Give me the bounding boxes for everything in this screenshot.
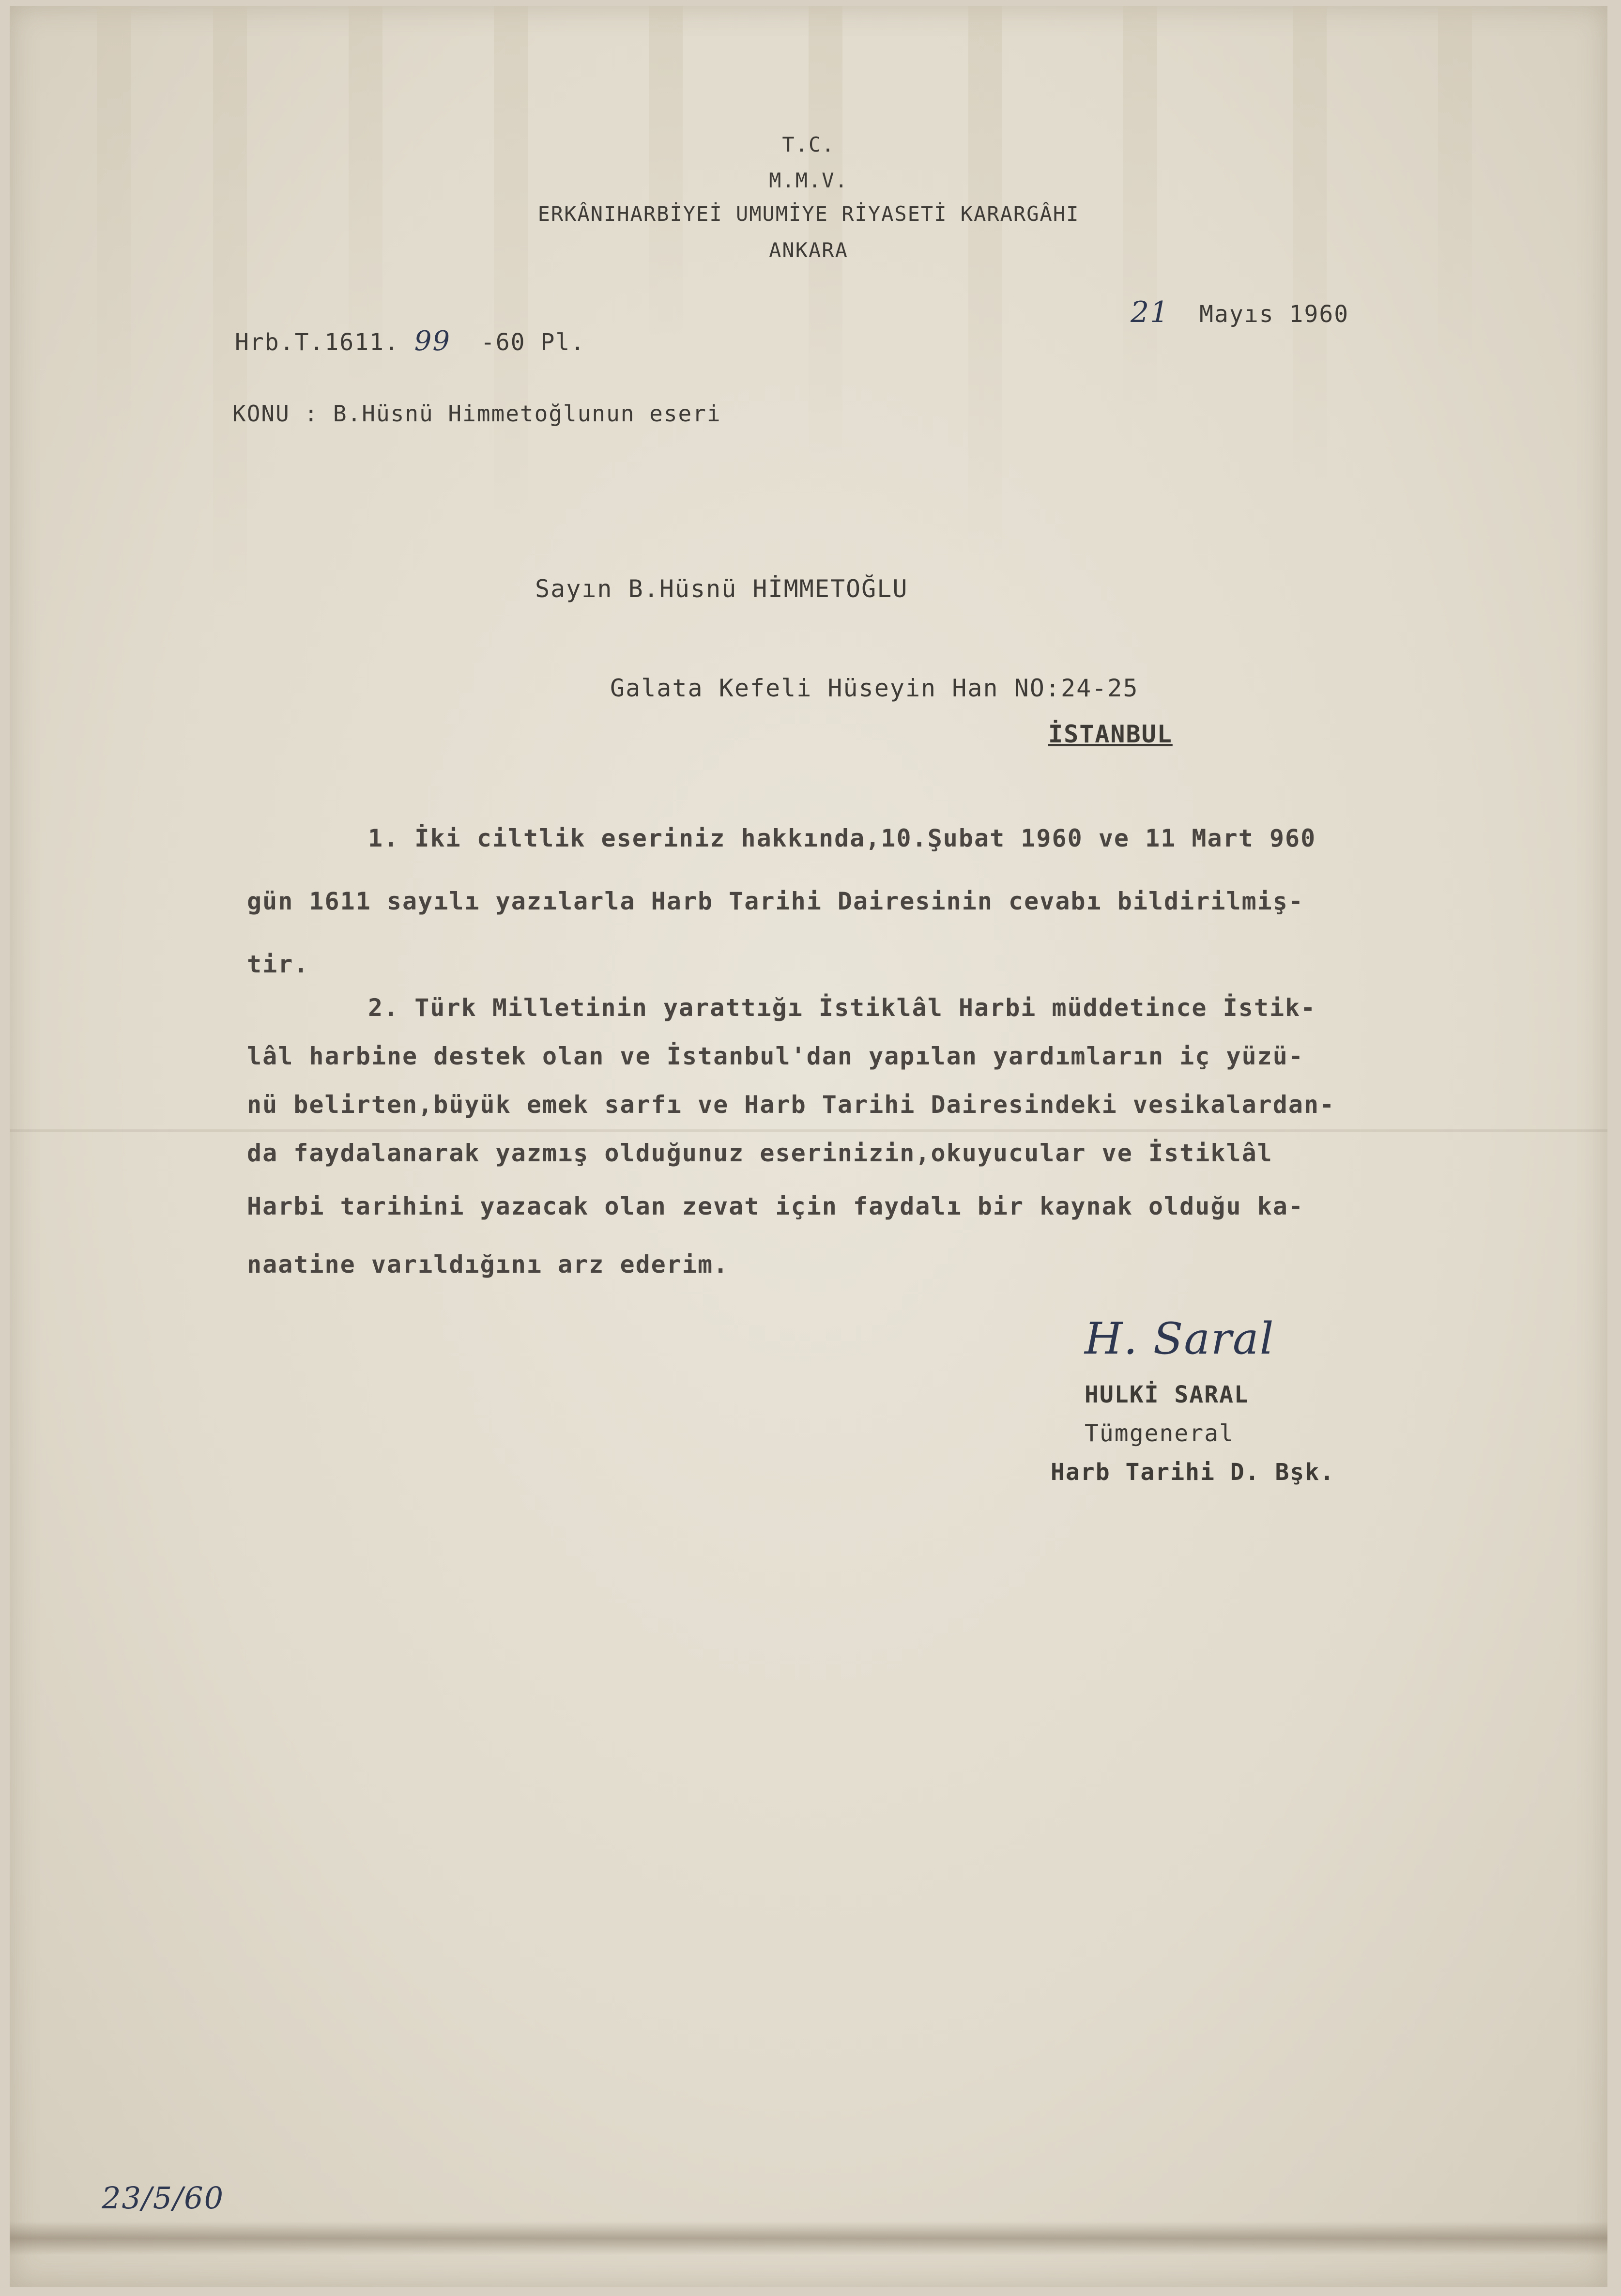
date-rest: Mayıs 1960 <box>1199 301 1349 328</box>
addressee-name: Sayın B.Hüsnü HİMMETOĞLU <box>535 575 908 603</box>
body-line: tir. <box>247 950 309 978</box>
body-line: naatine varıldığını arz ederim. <box>247 1250 729 1279</box>
body-line: Harbi tarihini yazacak olan zevat için faydalı bir kaynak olduğu ka- <box>247 1192 1304 1220</box>
letter-sheet <box>10 6 1607 2287</box>
subject-text: B.Hüsnü Himmetoğlunun eseri <box>333 401 721 427</box>
fold-crease <box>10 1129 1607 1132</box>
ref-suffix: -60 Pl. <box>480 329 586 356</box>
body-line: nü belirten,büyük emek sarfı ve Harb Tarihi Dairesindeki vesikalardan- <box>247 1091 1335 1119</box>
addressee-address: Galata Kefeli Hüseyin Han NO:24-25 <box>610 674 1139 702</box>
bottom-stain <box>10 2221 1607 2255</box>
signatory-rank: Tümgeneral <box>1085 1420 1234 1447</box>
subject-line <box>232 401 721 427</box>
body-line: lâl harbine destek olan ve İstanbul'dan yapılan yardımların iç yüzü- <box>247 1042 1304 1070</box>
letter-date <box>1131 295 1349 329</box>
ref-prefix: Hrb.T.1611. <box>235 329 399 356</box>
header-line-1: T.C. <box>782 133 835 156</box>
signature: H. Saral <box>1085 1313 1275 1364</box>
margin-note: 23/5/60 <box>102 2180 225 2216</box>
body-line: 1. İki ciltlik eseriniz hakkında,10.Şubat 1960 ve 11 Mart 960 <box>368 824 1316 852</box>
body-line: 2. Türk Milletinin yarattığı İstiklâl Harbi müddetince İstik- <box>368 994 1316 1022</box>
addressee-city: İSTANBUL <box>1048 720 1173 748</box>
header-line-3: ERKÂNIHARBİYEİ UMUMİYE RİYASETİ KARARGÂHI <box>537 202 1080 226</box>
reference-number <box>235 325 585 357</box>
header-line-2: M.M.V. <box>769 169 848 192</box>
signatory-title: Harb Tarihi D. Bşk. <box>1051 1459 1335 1486</box>
body-line: gün 1611 sayılı yazılarla Harb Tarihi Dairesinin cevabı bildirilmiş- <box>247 887 1304 915</box>
header-line-4: ANKARA <box>769 238 848 262</box>
subject-label: KONU : <box>232 401 319 427</box>
date-day: 21 <box>1131 295 1170 329</box>
ref-handwritten: 99 <box>414 325 451 357</box>
body-line: da faydalanarak yazmış olduğunuz eserinizin,okuyucular ve İstiklâl <box>247 1139 1273 1167</box>
signatory-name: HULKİ SARAL <box>1085 1381 1249 1408</box>
